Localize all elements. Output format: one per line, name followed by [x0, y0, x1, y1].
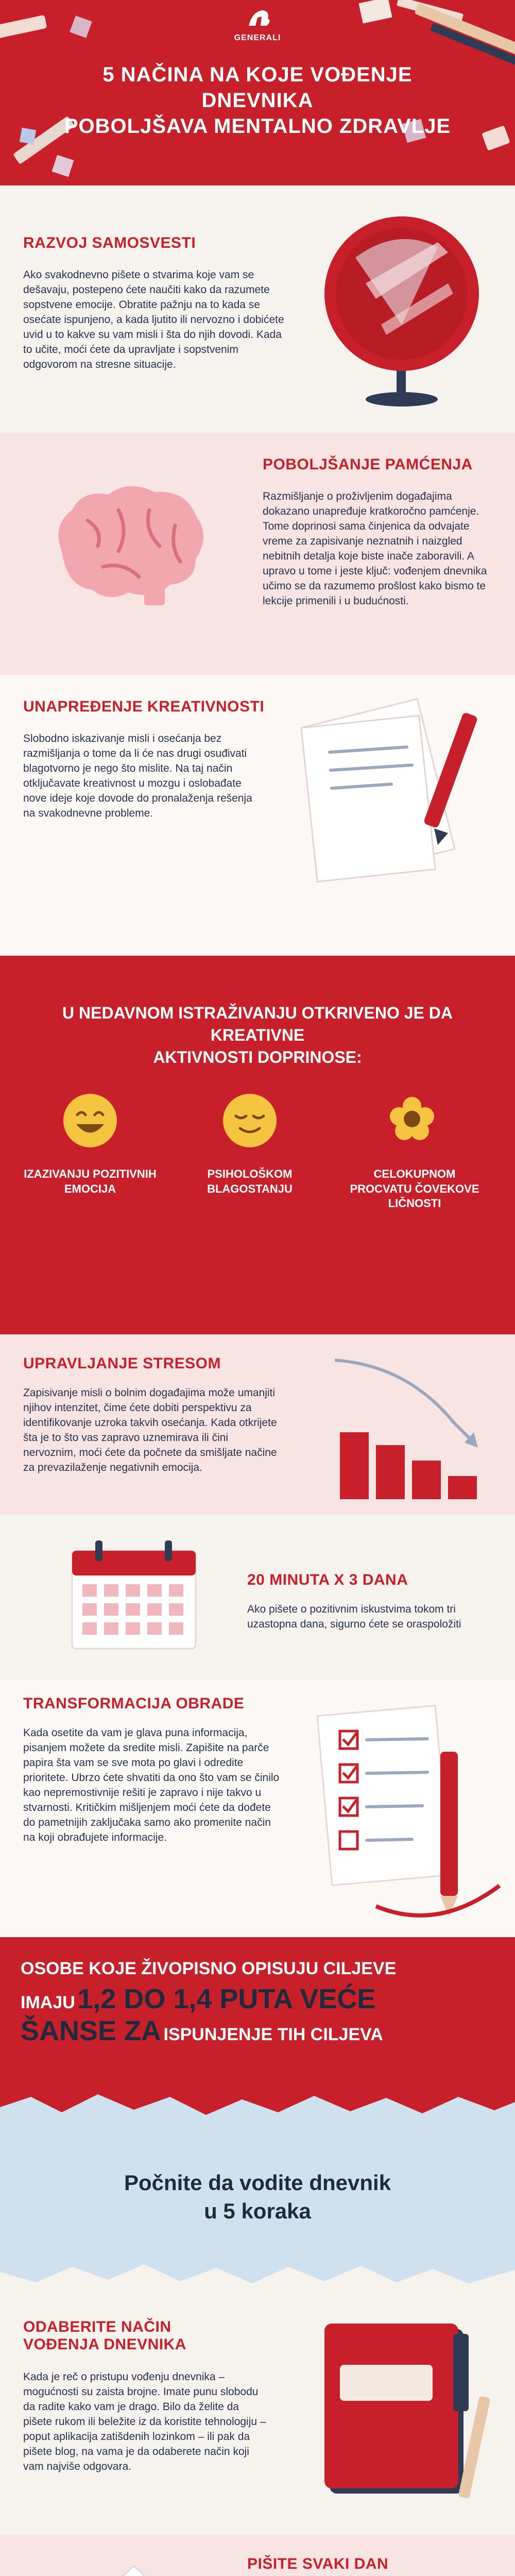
section-research: [0, 956, 515, 1334]
research-item-1-line-2: EMOCIJA: [64, 1182, 116, 1195]
kreativnost-title: UNAPREĐENJE KREATIVNOSTI: [23, 698, 265, 715]
stat-line-3a: ŠANSE ZA: [21, 2015, 162, 2046]
dana-text: Ako pišete o pozitivnim iskustvima tokom tri uzastopna dana, sigurno ćete se oraspoložiti: [247, 1603, 461, 1630]
torn-paper-edge: [0, 2076, 515, 2143]
section-obrada: [0, 1680, 515, 1937]
section-pamcenje: [0, 433, 515, 675]
pamcenje-title: POBOLJŠANJE PAMĆENJA: [263, 456, 473, 473]
section-kreativnost: [0, 675, 515, 956]
stat-line-2a: IMAJU: [21, 1992, 75, 2012]
generali-logo: [226, 5, 289, 41]
dana-title: 20 MINUTA X 3 DANA: [247, 1571, 408, 1588]
nacin-title: [23, 2318, 186, 2353]
pamcenje-text: Razmišljanje o proživljenim događajima dokazano unapređuje kratkoročno pamćenje. Tome doprinosi sama činjenica da odvajate vreme za zapisivanje neznatnih i naizgled nebitnih detalja koje biste inače zaboravili. A upravo u tome i jeste ključ: vođenjem dnevnika učimo se da razumemo prošlost kako bismo te lekcije primenili i u budućnosti.: [263, 490, 487, 607]
lion-logo-icon: [226, 5, 289, 31]
egg-timer-icon: [62, 2555, 206, 2576]
nacin-title-line-1: ODABERITE NAČIN: [23, 2318, 171, 2335]
research-item-2-line-1: PSIHOLOŠKOM: [207, 1167, 293, 1180]
research-item-3-line-3: LIČNOSTI: [388, 1197, 441, 1210]
declining-bars-icon: [330, 1355, 500, 1504]
flower-icon: [384, 1091, 440, 1150]
mirror-icon: [309, 196, 505, 422]
torn-paper-edge-bottom: [0, 2251, 515, 2298]
section-dana: [0, 1515, 515, 1680]
checklist-icon: [309, 1690, 505, 1927]
samosvest-text: Ako svakodnevno pišete o stvarima koje vam se dešavaju, postepeno ćete naučiti kako da razumete sopstvene emocije. Obratite pažnju na to kada se osećate ispunjeno, a kada ljutito ili nervozno i dobićete uvid u to kakve su vam misli i šta do njih dovodi. Kada to učite, moći ćete da upravljate i sopstvenim odgovorom na stresne situacije.: [23, 269, 284, 370]
stat-block: [21, 1958, 494, 2047]
blue-title-line-2: u 5 koraka: [204, 2198, 311, 2223]
paper-and-pen-icon: [288, 690, 505, 912]
calm-face-icon: [221, 1092, 278, 1149]
brain-icon: [41, 474, 216, 608]
page-title: [52, 62, 464, 139]
nacin-text: Kada je reč o pristupu vođenju dnevnika – mogućnosti su zaista brojne. Imate punu slobodu da radite kako vam je drago. Bilo da želite da pišete rukom ili beležite iz da koristite tehnologiju – poput aplikacija zatišdenih lozinkom – ili pak da pišete blog, na vama je da odaberete način koji vam najviše odgovara.: [23, 2371, 266, 2472]
section-stres: [0, 1334, 515, 1515]
obrada-title: TRANSFORMACIJA OBRADE: [23, 1695, 245, 1712]
research-item-1-line-1: IZAZIVANJU POZITIVNIH: [24, 1167, 157, 1180]
blue-title: [52, 2169, 464, 2225]
section-blue: [0, 2143, 515, 2298]
research-item-2: [180, 1167, 319, 1196]
blue-title-line-1: Počnite da vodite dnevnik: [124, 2171, 391, 2195]
research-item-3: [340, 1167, 489, 1211]
title-line-1: 5 NAČINA NA KOJE VOĐENJE DNEVNIKA: [102, 63, 413, 112]
section-step-nacin: [0, 2298, 515, 2535]
stat-line-1: OSOBE KOJE ŽIVOPISNO OPISUJU CILJEVE: [21, 1959, 397, 1978]
kreativnost-text: Slobodno iskazivanje misli i osećanja bez razmišljanja o tome da li će nas drugi osuđivati blagotvorno je nego što mislite. Na taj način otključavate kreativnost u mozgu i oslobađate nove ideje koje dovode do pronalaženja rešenja na svakodnevne probleme.: [23, 733, 252, 819]
research-item-3-line-1: CELOKUPNOM: [373, 1167, 456, 1180]
calendar-icon: [67, 1535, 201, 1654]
research-title-line-2: AKTIVNOSTI DOPRINOSE:: [153, 1048, 362, 1067]
section-samosvest: [0, 185, 515, 433]
section-step-dan: [0, 2535, 515, 2576]
notebook-icon: [299, 2313, 505, 2519]
dan-title: PIŠITE SVAKI DAN: [247, 2555, 389, 2572]
research-title-line-1: U NEDAVNOM ISTRAŽIVANJU OTKRIVENO JE DA KREATIVNE: [62, 1004, 453, 1045]
logo-text: GENERALI: [234, 33, 281, 42]
obrada-text: Kada osetite da vam je glava puna informacija, pisanjem možete da sredite misli. Zapišite na parče papira šta vam se sve mota po glavi i odredite prioritete. Ubrzo ćete shvatiti da ono što vam se činilo kao nepremostivnije rešiti je zapravo i nije takvo u stvarnosti. Kritičkim mišljenjem moći ćete da dođete do pametnijih zaključaka samo ako promenite način na koji obrađujete informacije.: [23, 1727, 280, 1843]
title-line-2: POBOLJŠAVA MENTALNO ZDRAVLJE: [64, 115, 451, 138]
nacin-title-line-2: VOĐENJA DNEVNIKA: [23, 2336, 186, 2353]
header-section: [0, 0, 515, 185]
stres-title: UPRAVLJANJE STRESOM: [23, 1355, 221, 1372]
samosvest-title: RAZVOJ SAMOSVESTI: [23, 234, 196, 251]
research-title: [26, 1002, 489, 1069]
research-item-3-line-2: PROCVATU ČOVEKOVE: [350, 1182, 479, 1195]
happy-face-icon: [62, 1092, 118, 1149]
research-item-1: [21, 1167, 160, 1196]
research-item-2-line-2: BLAGOSTANJU: [207, 1182, 293, 1195]
section-stat: [0, 1937, 515, 2143]
stat-line-2b: 1,2 DO 1,4 PUTA VEĆE: [77, 1983, 376, 2014]
stat-line-3b: ISPUNJENJE TIH CILJEVA: [163, 2024, 383, 2044]
stres-text: Zapisivanje misli o bolnim događajima može umanjiti njihov intenzitet, čime ćete dobiti perspektivu za identifikovanje uzroka takvih osećanja. Kada otkrijete šta je to što vas zapravo uznemirava ili čini nervoznim, moći ćete da počnete da smišljate načine za prevazilaženje negativnih emocija.: [23, 1387, 277, 1473]
